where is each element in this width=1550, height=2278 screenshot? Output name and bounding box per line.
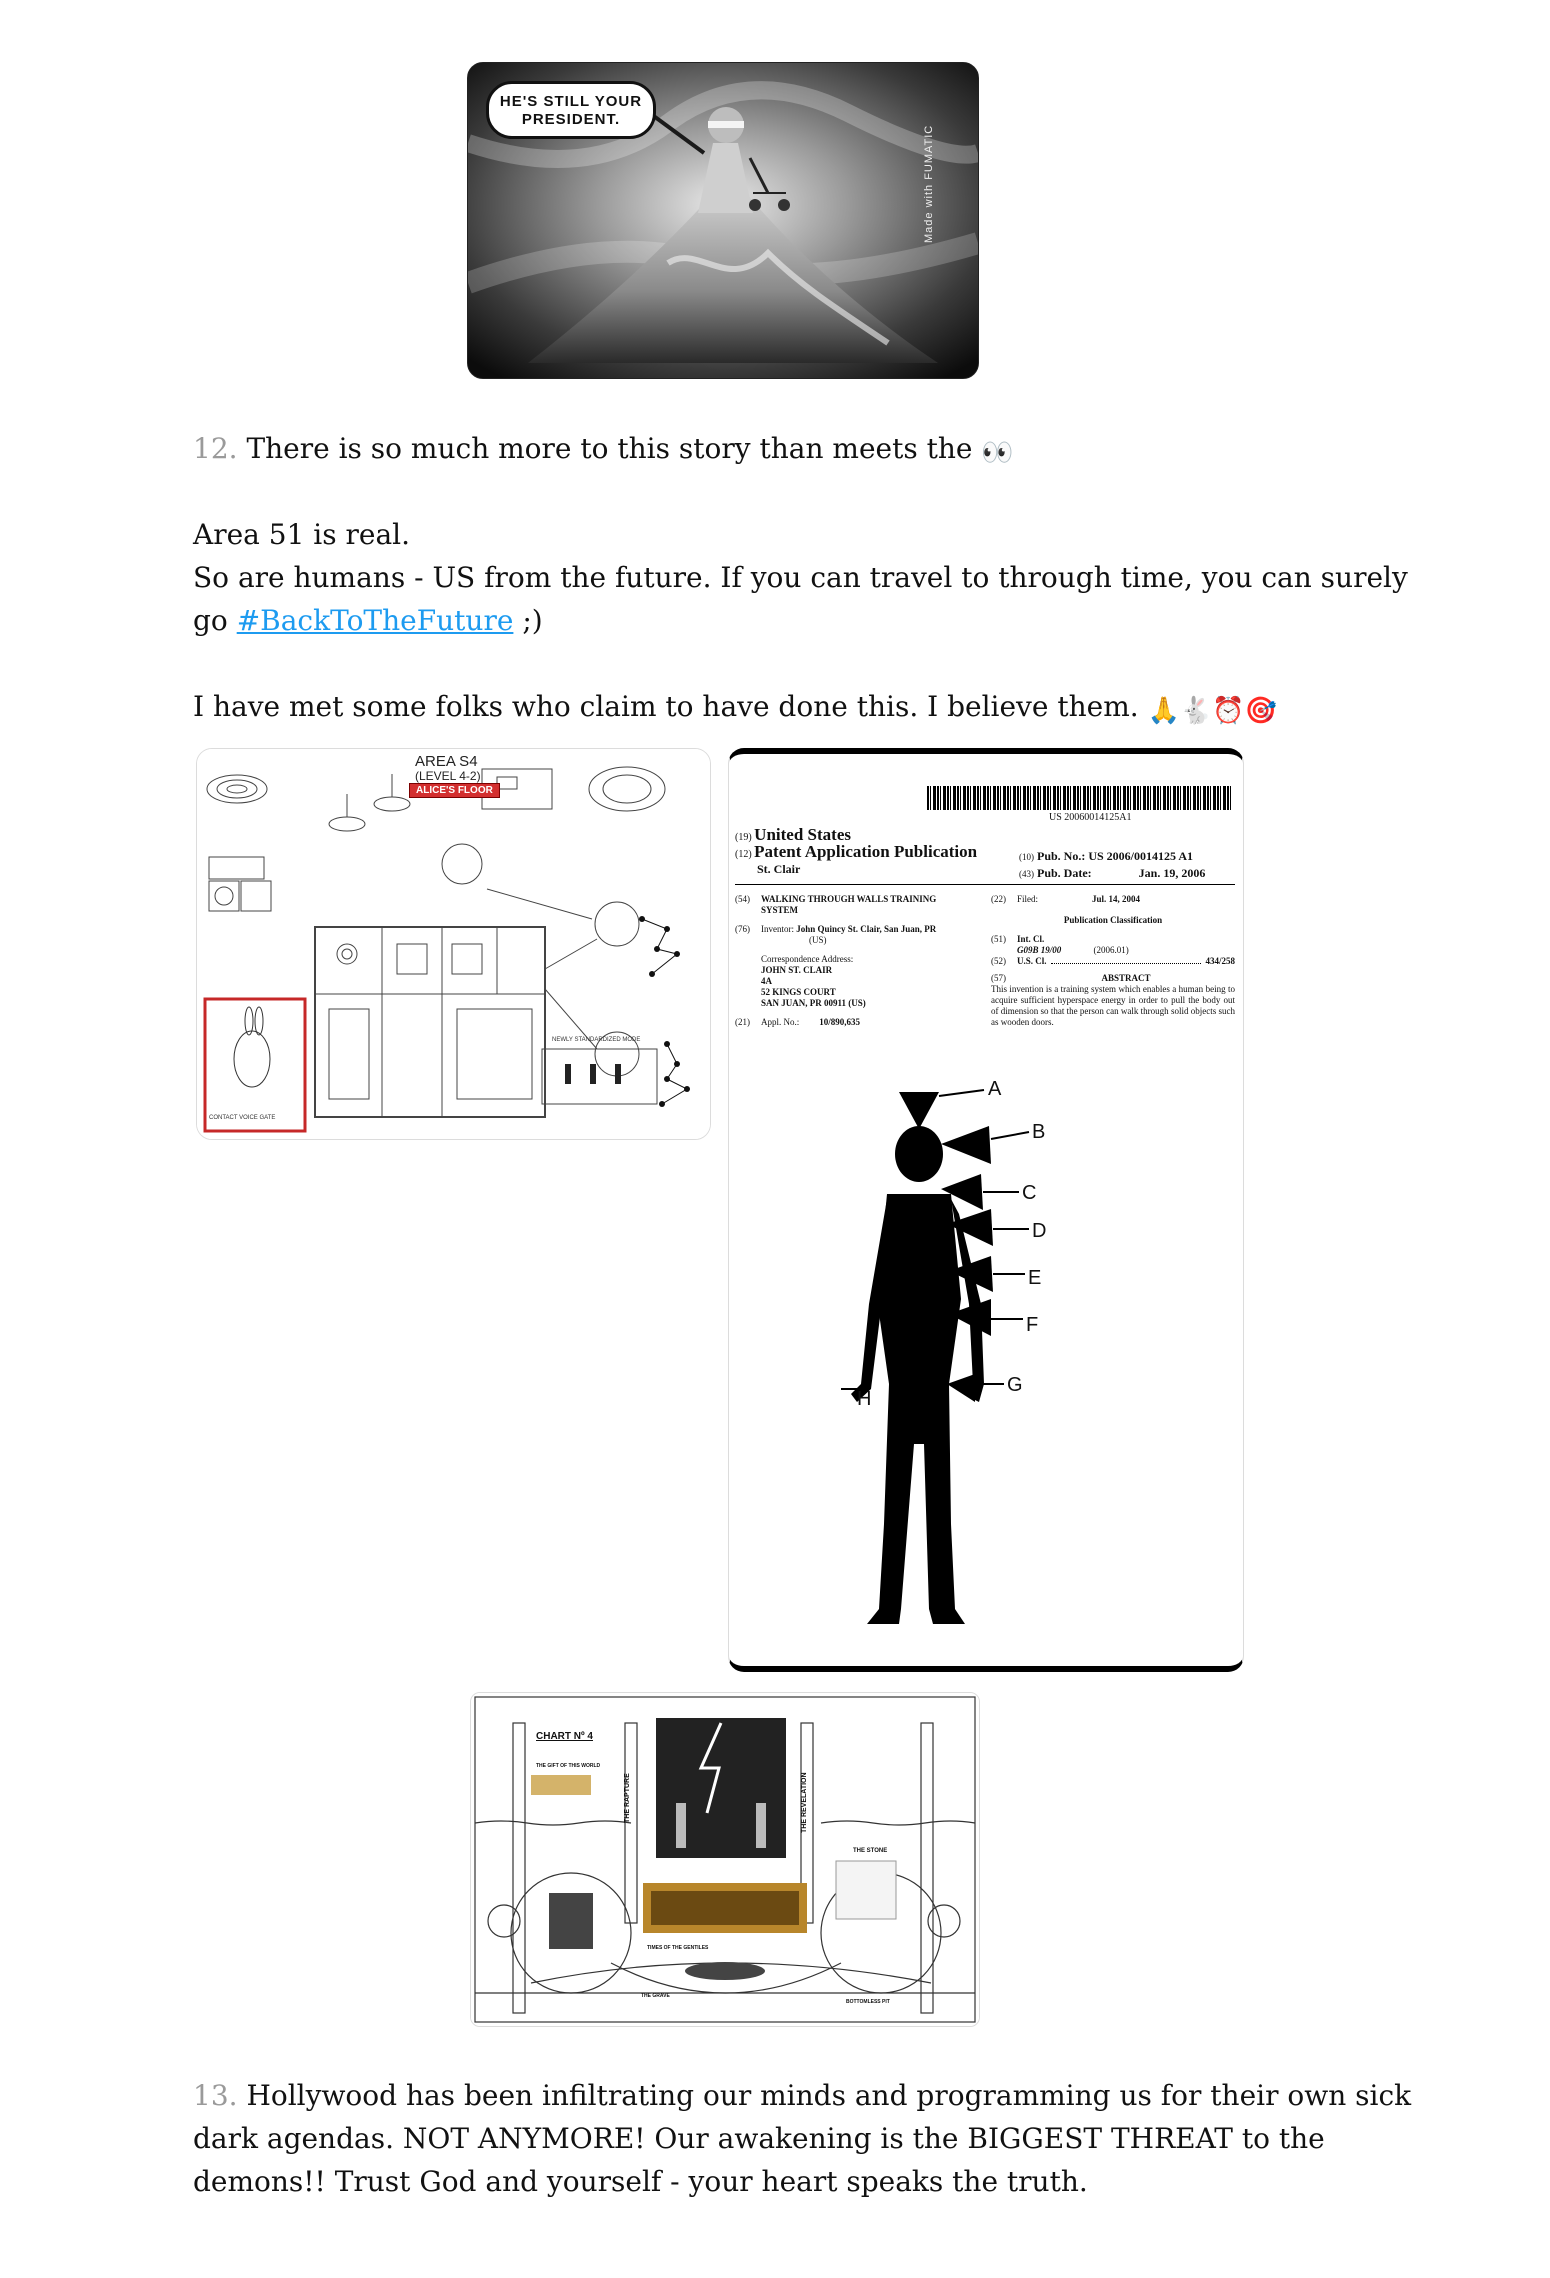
correspondence-label: Correspondence Address:: [761, 954, 854, 964]
corr-street: 52 KINGS COURT: [761, 987, 836, 997]
patent-inventor-short: St. Clair: [757, 862, 801, 876]
chart-4-stone-label: THE STONE: [853, 1848, 888, 1854]
inventor-label: Inventor:: [761, 924, 794, 934]
patent-right-column: [991, 894, 1235, 1028]
corr-unit: 4A: [761, 976, 772, 986]
appl-label: Appl. No.:: [761, 1017, 800, 1027]
patent-page-image[interactable]: [728, 748, 1244, 1672]
tweet-13-line2: dark agendas. NOT ANYMORE! Our awakening is the BIGGEST THREAT to the: [193, 2122, 1325, 2155]
area-s4-subtitle: (LEVEL 4-2): [415, 769, 481, 783]
corr-city: SAN JUAN, PR 00911 (US): [761, 998, 866, 1008]
tag-43: (43): [1019, 869, 1034, 879]
tweet-13-line3: demons!! Trust God and yourself - your heart speaks the truth.: [193, 2165, 1088, 2198]
chart-4-image[interactable]: [470, 1692, 980, 2027]
tag-22: (22): [991, 894, 1006, 904]
patent-header-left: [735, 825, 1005, 878]
us-cl-value: 434/258: [1205, 956, 1235, 966]
tweet-number: 13.: [193, 2079, 238, 2112]
figure-label-h: H: [857, 1388, 872, 1410]
tag-12: (12): [735, 849, 752, 860]
speech-bubble-line1: HE'S STILL YOUR: [499, 93, 643, 110]
chart-4-grave-label: THE GRAVE: [641, 1993, 670, 1999]
patent-title-line1: WALKING THROUGH WALLS TRAINING: [761, 894, 937, 904]
abstract-heading: ABSTRACT: [1101, 973, 1151, 983]
tag-54: (54): [735, 894, 750, 904]
figure-label-f: F: [1026, 1314, 1039, 1336]
inventor-country: (US): [809, 935, 827, 945]
area-s4-corner-caption: CONTACT VOICE GATE: [209, 1115, 276, 1121]
emoji-sequence-icon: 🙏🐇⏰🎯: [1147, 696, 1278, 726]
patent-title-line2: SYSTEM: [761, 905, 799, 915]
figure-label-a: A: [988, 1078, 1002, 1100]
header-rule: [735, 884, 1235, 885]
int-cl-code: G09B 19/00: [1017, 945, 1062, 955]
tweet-13-line1: [193, 2074, 1411, 2117]
patent-country: United States: [754, 825, 851, 844]
filed-label: Filed:: [1017, 894, 1039, 904]
patent-pub-type: Patent Application Publication: [754, 842, 978, 861]
chart-4-art: [471, 1693, 979, 2026]
chart-4-title: CHART Nº 4: [536, 1731, 593, 1742]
chart-4-revelation-label: THE REVELATION: [801, 1772, 808, 1833]
area-s4-floorplan: [197, 749, 710, 1139]
figure-label-c: C: [1022, 1182, 1037, 1204]
barcode-number: US 20060014125A1: [1049, 812, 1132, 823]
figure-label-d: D: [1032, 1220, 1047, 1242]
pub-no: US 2006/0014125 A1: [1088, 849, 1194, 863]
eyes-emoji-icon: 👀: [981, 438, 1014, 468]
barcode: [927, 786, 1233, 810]
tweet-12-line2: Area 51 is real.: [193, 518, 411, 551]
tweet-text: go: [193, 604, 228, 637]
patent-figure: [729, 1084, 1243, 1644]
tweet-text: ;): [522, 604, 543, 637]
watermark: Made with FUMATIC: [923, 124, 935, 243]
tweet-text: I have met some folks who claim to have done this. I believe them.: [193, 690, 1139, 723]
speech-bubble-line2: PRESIDENT.: [521, 111, 621, 128]
patent-header-right: [1019, 848, 1239, 882]
tweet-text: Hollywood has been infiltrating our minds and programming us for their own sick: [246, 2079, 1412, 2112]
tweet-12-line3: So are humans - US from the future. If you can travel to through time, you can surely: [193, 561, 1408, 594]
chart-4-gentiles-label: TIMES OF THE GENTILES: [647, 1945, 709, 1951]
filed-date: Jul. 14, 2004: [1092, 894, 1141, 904]
hashtag-link[interactable]: #BackToTheFuture: [236, 604, 514, 637]
figure-label-e: E: [1028, 1267, 1042, 1289]
chart-4-rapture-label: THE RAPTURE: [624, 1773, 631, 1823]
tweet-12-line4: [193, 599, 543, 642]
tweet-12-line1: [193, 427, 1014, 470]
tag-57: (57): [991, 973, 1006, 983]
tag-19: (19): [735, 832, 752, 843]
int-cl-label: Int. Cl.: [1017, 934, 1045, 944]
tag-51: (51): [991, 934, 1006, 944]
chart-4-sub-label: THE GIFT OF THIS WORLD: [536, 1763, 601, 1769]
speech-bubble: [486, 81, 656, 139]
corr-name: JOHN ST. CLAIR: [761, 965, 833, 975]
tag-76: (76): [735, 924, 750, 934]
pub-no-label: Pub. No.:: [1037, 849, 1086, 863]
chart-4-bottomless-pit-label: BOTTOMLESS PIT: [846, 1999, 890, 2005]
tweet-text: There is so much more to this story than meets the: [246, 432, 973, 465]
inventor-name: John Quincy St. Clair, San Juan, PR: [796, 924, 937, 934]
tag-21: (21): [735, 1017, 750, 1027]
tweet-number: 12.: [193, 432, 238, 465]
area-s4-lab-label: NEWLY STANDARDIZED MODE: [552, 1037, 641, 1043]
tag-10: (10): [1019, 852, 1034, 862]
pub-date: Jan. 19, 2006: [1138, 866, 1206, 880]
classification-heading: Publication Classification: [1063, 915, 1163, 925]
lady-justice-image[interactable]: [467, 62, 979, 379]
abstract-text: This invention is a training system which enables a human being to acquire sufficient hyperspace energy in order to pull the body out of dimension so that the person can walk through solid objects such as wooden doors.: [991, 984, 1235, 1027]
tag-52: (52): [991, 956, 1006, 966]
area-s4-title: AREA S4: [415, 753, 478, 770]
figure-label-b: B: [1032, 1121, 1046, 1143]
int-cl-year: (2006.01): [1093, 945, 1129, 955]
pub-date-label: Pub. Date:: [1037, 866, 1092, 880]
appl-no: 10/890,635: [819, 1017, 861, 1027]
area-s4-diagram-image[interactable]: [196, 748, 711, 1140]
patent-left-column: [735, 894, 975, 1028]
alices-floor-badge: ALICE'S FLOOR: [409, 783, 500, 798]
tweet-12-line5: [193, 685, 1277, 728]
figure-label-g: G: [1007, 1374, 1023, 1396]
us-cl-label: U.S. Cl.: [1017, 956, 1047, 966]
